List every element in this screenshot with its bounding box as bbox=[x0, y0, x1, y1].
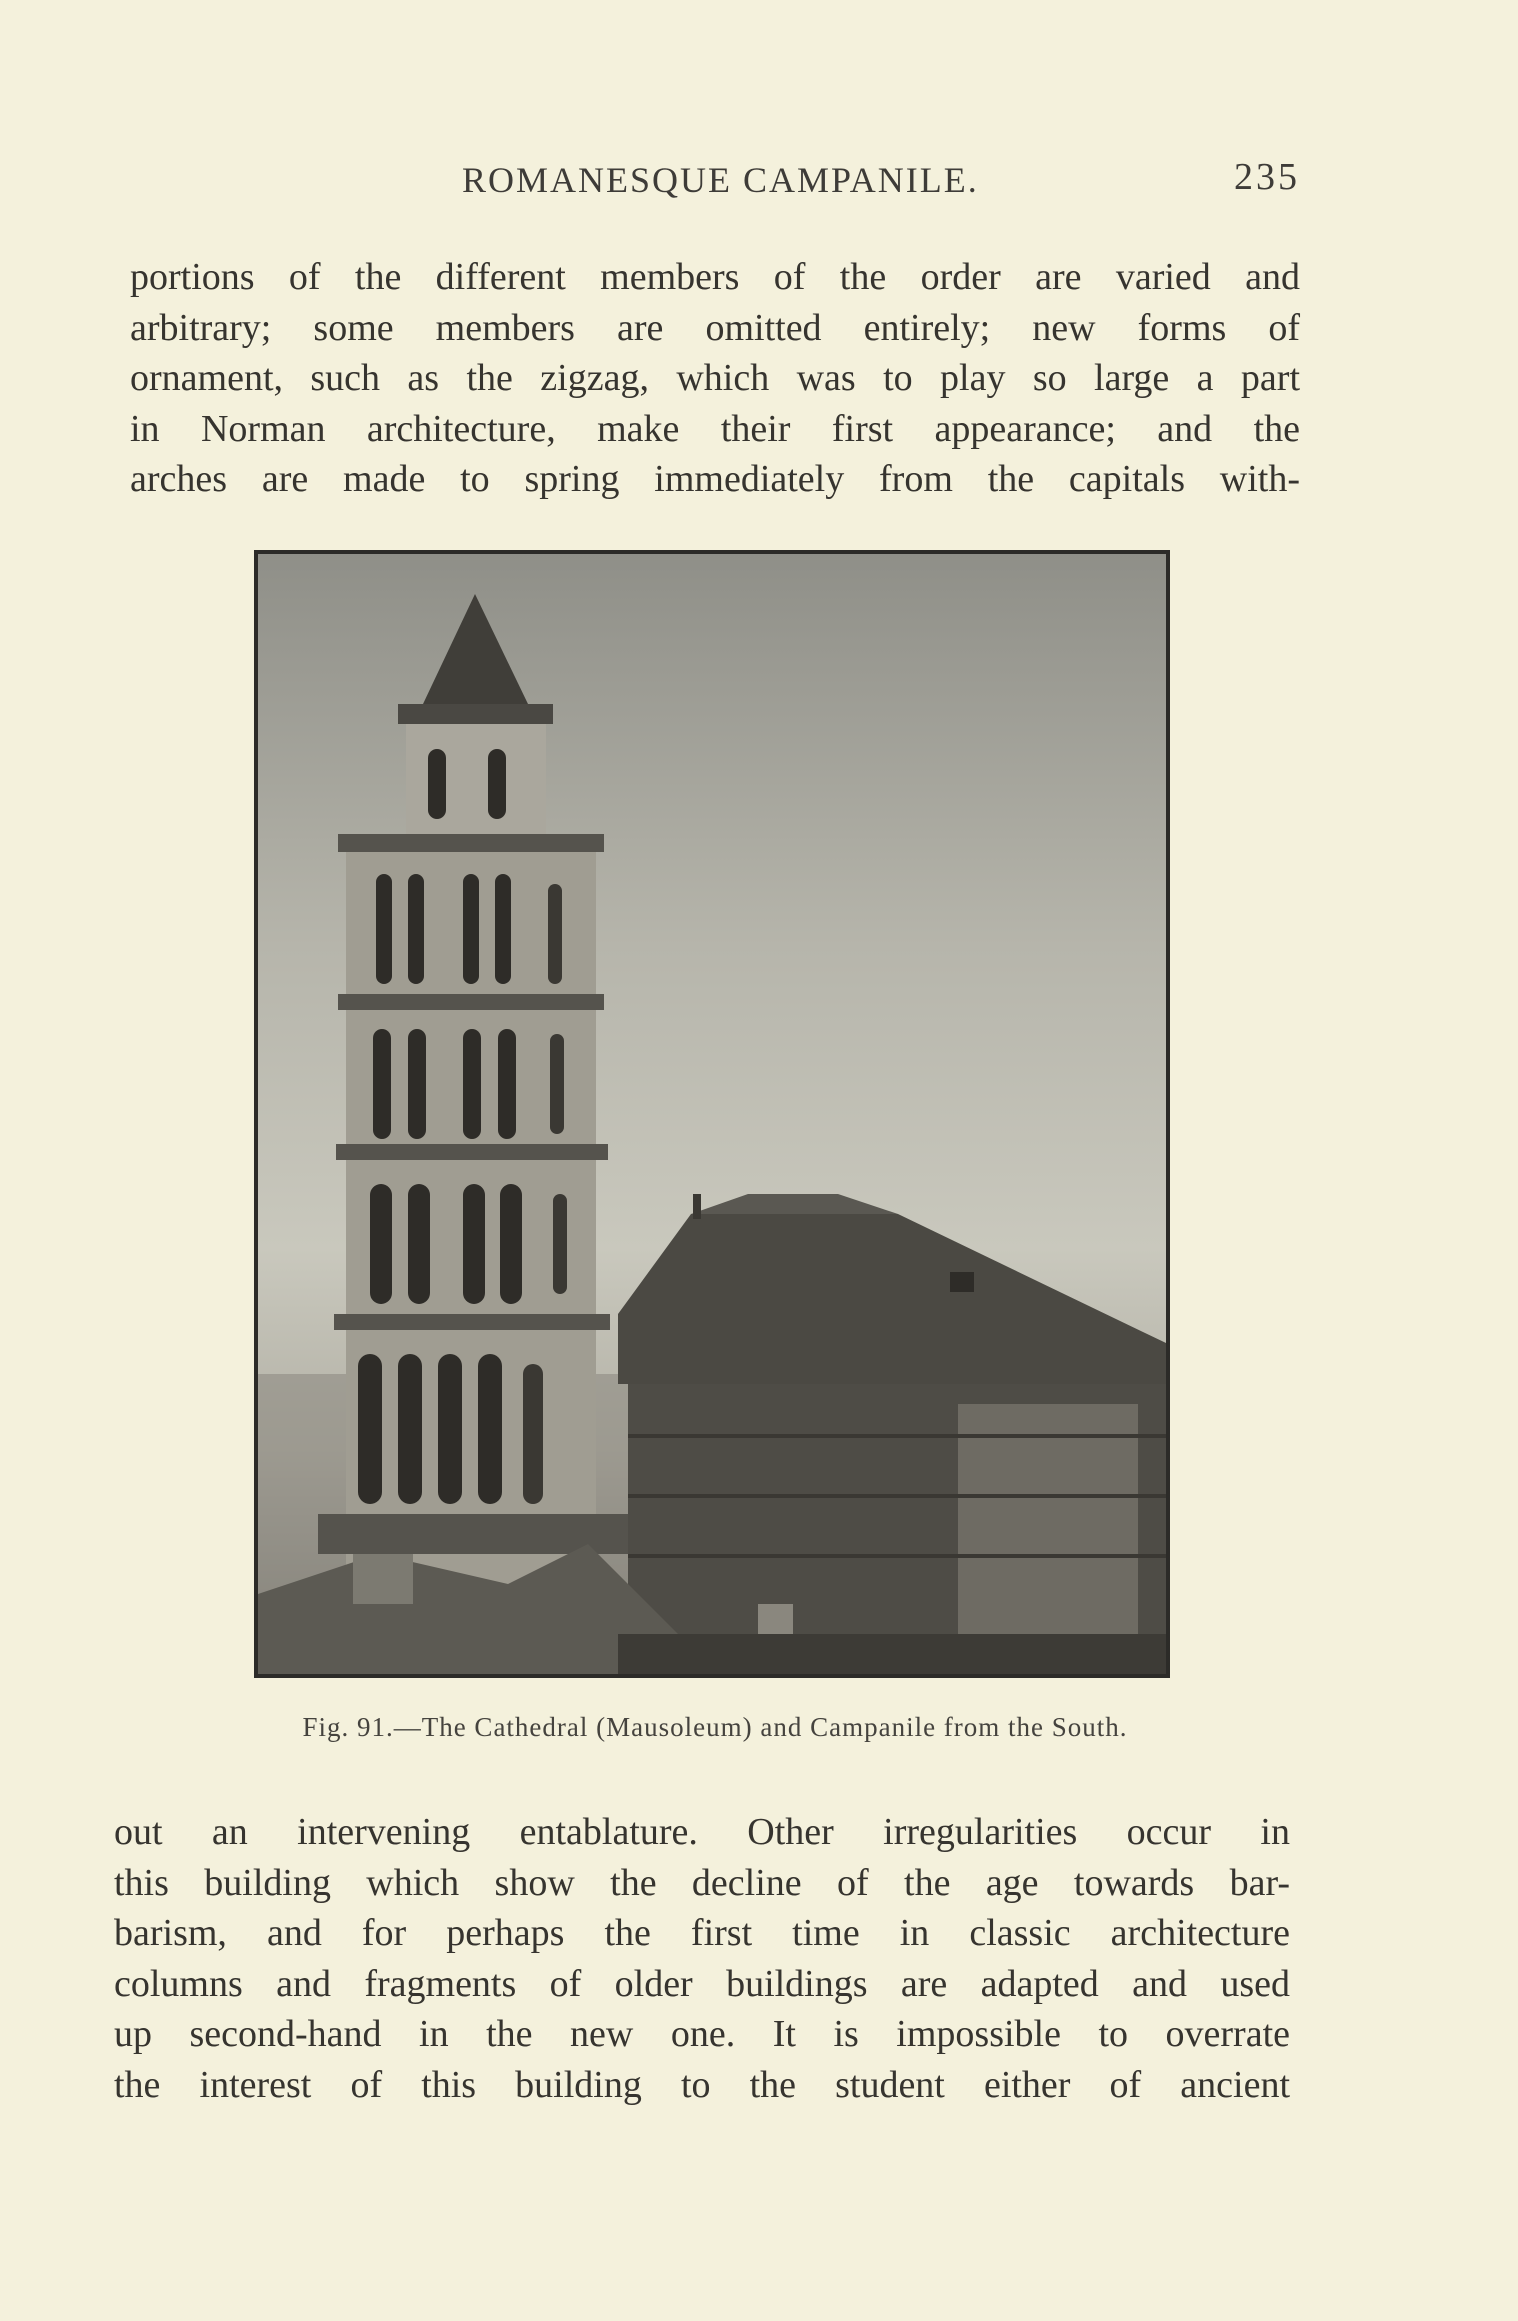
page-header bbox=[130, 155, 1300, 205]
text-line: arches are made to spring immediately from the capitals with- bbox=[130, 458, 1300, 500]
text-line: arbitrary; some members are omitted entirely; new forms of bbox=[130, 306, 1300, 349]
text-line: in Norman architecture, make their first appearance; and the bbox=[130, 407, 1300, 450]
text-line: the interest of this building to the student either of ancient bbox=[114, 2063, 1290, 2106]
figure-caption: Fig. 91.—The Cathedral (Mausoleum) and Campanile from the South. bbox=[302, 1712, 1128, 1742]
page-number: 235 bbox=[1234, 156, 1300, 198]
text-line: out an intervening entablature. Other irregularities occur in bbox=[114, 1811, 1290, 1853]
text-line: ornament, such as the zigzag, which was to play so large a part bbox=[130, 357, 1300, 399]
text-line: up second-hand in the new one. It is impossible to overrate bbox=[114, 2013, 1290, 2055]
paragraph-bottom bbox=[114, 1807, 1290, 2110]
photo-illustration bbox=[258, 554, 1166, 1674]
cathedral-photograph bbox=[254, 550, 1170, 1678]
running-title: ROMANESQUE CAMPANILE. bbox=[462, 160, 979, 200]
text-line: columns and fragments of older buildings are adapted and used bbox=[114, 1962, 1290, 2005]
text-line: this building which show the decline of the age towards bar- bbox=[114, 1861, 1290, 1904]
text-line: portions of the different members of the order are varied and bbox=[130, 256, 1300, 298]
paragraph-top bbox=[130, 252, 1300, 505]
text-line: barism, and for perhaps the first time in classic architecture bbox=[114, 1912, 1290, 1954]
